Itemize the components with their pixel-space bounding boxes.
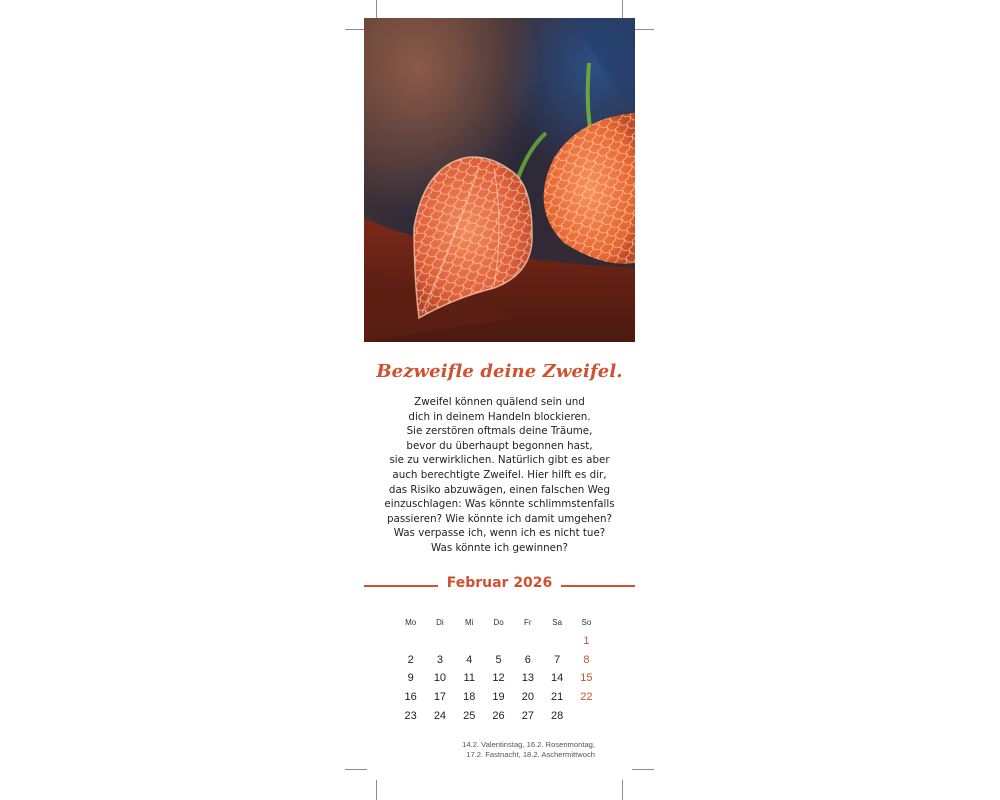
- month-grid: [396, 612, 601, 725]
- body-line: auch berechtigte Zweifel. Hier hilft es dir,: [392, 468, 607, 481]
- week-row: [396, 651, 601, 670]
- day-cell-sunday: 15: [580, 672, 593, 685]
- weekday-header-row: [396, 612, 601, 632]
- month-title: Februar 2026: [446, 575, 553, 591]
- body-line: sie zu verwirklichen. Natürlich gibt es aber: [389, 454, 610, 467]
- day-cell: [425, 632, 454, 651]
- day-cell-sunday: 22: [580, 691, 593, 704]
- crop-mark: [376, 0, 377, 20]
- day-cell: 6: [524, 653, 531, 666]
- day-cell: [542, 632, 571, 651]
- body-line: Zweifel können quälend sein und: [414, 396, 585, 408]
- day-cell: 26: [492, 709, 505, 722]
- day-cell: [513, 632, 542, 651]
- day-cell: [455, 632, 484, 651]
- day-cell: [484, 632, 513, 651]
- body-line: Sie zerstören oftmals deine Träume,: [406, 425, 593, 438]
- day-cell: 10: [433, 672, 447, 685]
- weekday-label: Di: [436, 617, 444, 627]
- day-cell: 11: [463, 672, 475, 685]
- day-cell: 24: [433, 709, 447, 722]
- day-cell: 17: [433, 691, 447, 704]
- body-line: bevor du überhaupt begonnen hast,: [406, 439, 593, 452]
- weekday-label: Sa: [552, 617, 563, 627]
- body-line: Was könnte ich gewinnen?: [431, 541, 568, 554]
- day-cell: [396, 632, 425, 651]
- day-cell: 20: [521, 691, 534, 704]
- week-row: [396, 706, 601, 725]
- day-cell: 19: [492, 691, 505, 704]
- day-cell: 28: [551, 709, 564, 722]
- day-cell: 7: [554, 653, 561, 666]
- day-cell: 5: [495, 653, 502, 666]
- body-line: passieren? Wie könnte ich damit umgehen?: [386, 512, 613, 525]
- month-rule-right: [561, 585, 635, 587]
- day-cell: 14: [551, 672, 564, 685]
- day-cell: 3: [436, 653, 443, 666]
- day-cell-sunday: 8: [583, 653, 590, 666]
- week-row: [396, 669, 601, 688]
- weekday-label: Fr: [524, 617, 532, 627]
- day-cell: 23: [404, 709, 417, 722]
- crop-mark: [632, 769, 654, 770]
- body-line: dich in deinem Handeln blockieren.: [408, 410, 591, 423]
- week-row: [396, 688, 601, 707]
- calendar-page: [364, 18, 635, 780]
- crop-mark: [622, 0, 623, 20]
- day-cell: 12: [492, 672, 505, 685]
- holiday-line: 17.2. Fastnacht, 18.2. Aschermittwoch: [466, 750, 595, 759]
- weekday-label-sunday: So: [581, 617, 592, 627]
- day-cell: 25: [463, 709, 476, 722]
- day-cell-sunday: [572, 706, 601, 725]
- body-text: [364, 395, 635, 556]
- day-cell: 9: [407, 672, 414, 685]
- weekday-label: Do: [493, 617, 504, 627]
- crop-mark: [632, 29, 654, 30]
- day-cell: 21: [551, 691, 564, 704]
- weekday-label: Mi: [465, 617, 474, 627]
- day-cell: 13: [521, 672, 534, 685]
- day-cell: 4: [466, 653, 473, 666]
- day-cell: 27: [521, 709, 534, 722]
- body-line: das Risiko abzuwägen, einen falschen Weg: [388, 483, 611, 496]
- body-line: einzuschlagen: Was könnte schlimmstenfalls: [384, 498, 615, 511]
- holiday-line: 14.2. Valentinstag, 16.2. Rosenmontag,: [462, 740, 595, 749]
- page-headline: Bezweifle deine Zweifel.: [376, 361, 623, 382]
- crop-mark: [622, 780, 623, 800]
- day-cell: 16: [404, 691, 417, 704]
- week-row: [396, 632, 601, 651]
- holiday-notes: [462, 740, 595, 760]
- day-cell-sunday: 1: [583, 635, 590, 648]
- crop-mark: [376, 780, 377, 800]
- body-line: Was verpasse ich, wenn ich es nicht tue?: [393, 527, 606, 540]
- weekday-label: Mo: [405, 617, 417, 627]
- physalis-photo: [364, 18, 635, 342]
- day-cell: 2: [407, 653, 414, 666]
- day-cell: 18: [463, 691, 476, 704]
